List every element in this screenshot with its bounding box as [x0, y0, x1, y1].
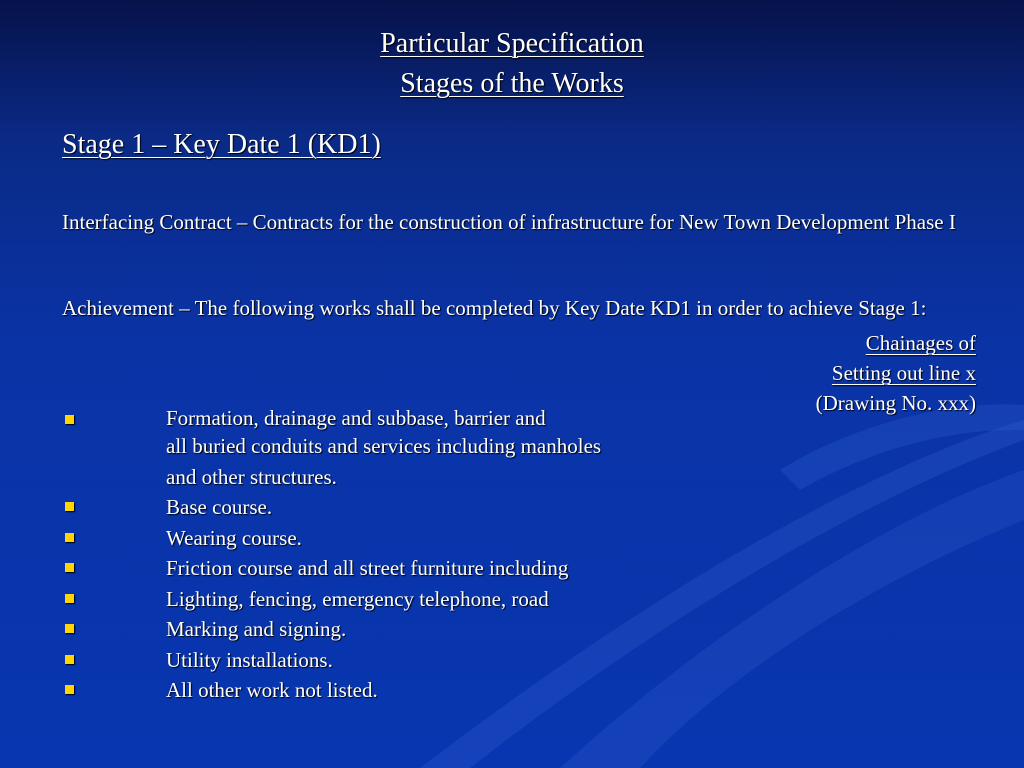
list-item: [62, 645, 762, 676]
list-item: [62, 614, 762, 645]
list-item: [62, 675, 762, 706]
list-item-line: and other structures.: [166, 464, 337, 489]
works-list: [62, 405, 762, 706]
list-item-text: Utility installations.: [166, 647, 333, 672]
list-item-text: Marking and signing.: [166, 617, 347, 641]
list-item: [62, 492, 762, 523]
square-bullet-icon: [65, 624, 74, 633]
square-bullet-icon: [65, 563, 74, 572]
list-item-text: All other work not listed.: [166, 678, 378, 702]
square-bullet-icon: [65, 502, 74, 511]
list-item-line: Formation, drainage and subbase, barrier and: [166, 406, 546, 430]
list-item-text: Friction course and all street furniture including: [166, 556, 569, 580]
square-bullet-icon: [65, 415, 74, 424]
square-bullet-icon: [65, 685, 74, 694]
square-bullet-icon: [65, 594, 74, 603]
chainage-line-1: Chainages of: [865, 331, 976, 355]
interfacing-contract-paragraph: Interfacing Contract – Contracts for the construction of infrastructure for New Town Development Phase I: [62, 210, 956, 234]
achievement-paragraph: Achievement – The following works shall be completed by Key Date KD1 in order to achieve Stage 1:: [62, 296, 927, 320]
chainage-line-2: Setting out line x: [831, 361, 976, 385]
list-item: [62, 584, 762, 615]
list-item-text: Base course.: [166, 495, 273, 519]
title-line-1: Particular Specification: [380, 28, 644, 59]
stage-heading: Stage 1 – Key Date 1 (KD1): [62, 129, 381, 160]
chainage-note: [816, 328, 976, 418]
list-item-line: all buried conduits and services including manholes: [166, 434, 602, 458]
list-item: [62, 553, 762, 584]
list-item-text: Lighting, fencing, emergency telephone, road: [166, 586, 549, 611]
list-item: [62, 405, 762, 492]
title-line-2: Stages of the Works: [400, 68, 624, 99]
slide-title: [0, 24, 1024, 104]
chainage-line-3: (Drawing No. xxx): [815, 391, 976, 415]
square-bullet-icon: [65, 533, 74, 542]
list-item-text: Wearing course.: [166, 525, 302, 550]
square-bullet-icon: [65, 655, 74, 664]
list-item: [62, 523, 762, 554]
